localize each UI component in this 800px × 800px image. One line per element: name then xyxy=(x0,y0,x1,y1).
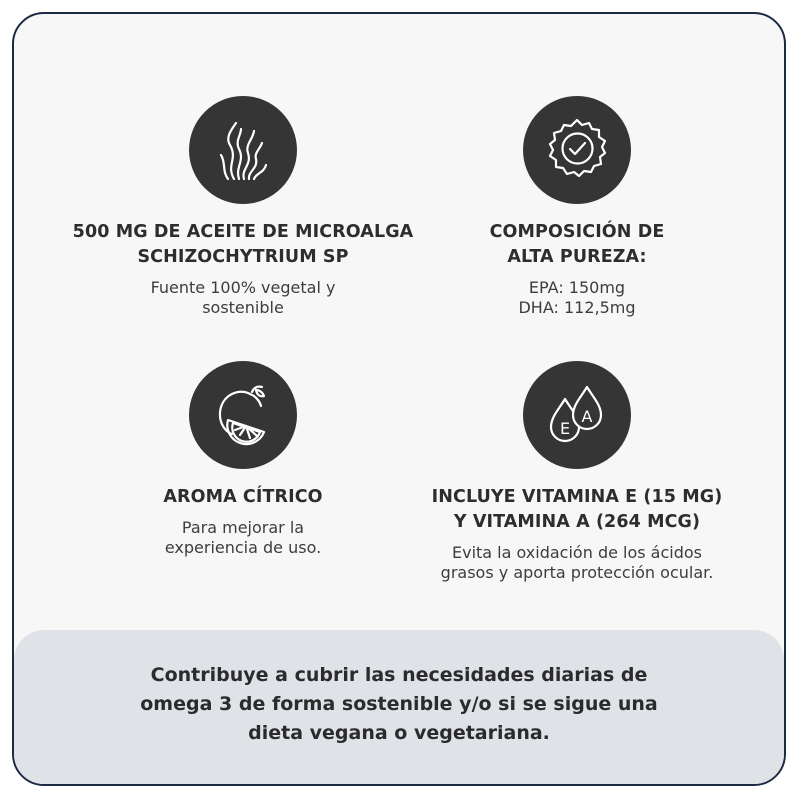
lemon-slice-icon xyxy=(189,361,297,469)
feature-title: AROMA CÍTRICO xyxy=(163,487,323,507)
feature-citrus-aroma xyxy=(53,361,433,558)
feature-title: INCLUYE VITAMINA E (15 MG) Y VITAMINA A (264 MCG) xyxy=(431,487,723,532)
feature-description: Evita la oxidación de los ácidos grasos y aporta protección ocular. xyxy=(440,543,714,582)
feature-description: Para mejorar la experiencia de uso. xyxy=(164,518,322,557)
seaweed-icon xyxy=(189,96,297,204)
feature-microalgae-oil xyxy=(53,96,433,318)
drop-letter-e: E xyxy=(559,419,571,438)
info-card xyxy=(12,12,786,786)
feature-title: 500 MG DE ACEITE DE MICROALGA SCHIZOCHYTRIUM SP xyxy=(72,222,414,267)
footer-band xyxy=(14,630,784,784)
feature-description: EPA: 150mg DHA: 112,5mg xyxy=(518,278,636,317)
feature-vitamins xyxy=(387,361,767,583)
feature-title: COMPOSICIÓN DE ALTA PUREZA: xyxy=(489,222,665,267)
feature-description: Fuente 100% vegetal y sostenible xyxy=(150,278,336,317)
vitamin-drops-icon xyxy=(523,361,631,469)
quality-badge-check-icon xyxy=(523,96,631,204)
drop-letter-a: A xyxy=(581,407,593,426)
feature-high-purity xyxy=(387,96,767,318)
footer-text: Contribuye a cubrir las necesidades diarias de omega 3 de forma sostenible y/o si se sigue una dieta vegana o vegetariana. xyxy=(140,663,658,744)
